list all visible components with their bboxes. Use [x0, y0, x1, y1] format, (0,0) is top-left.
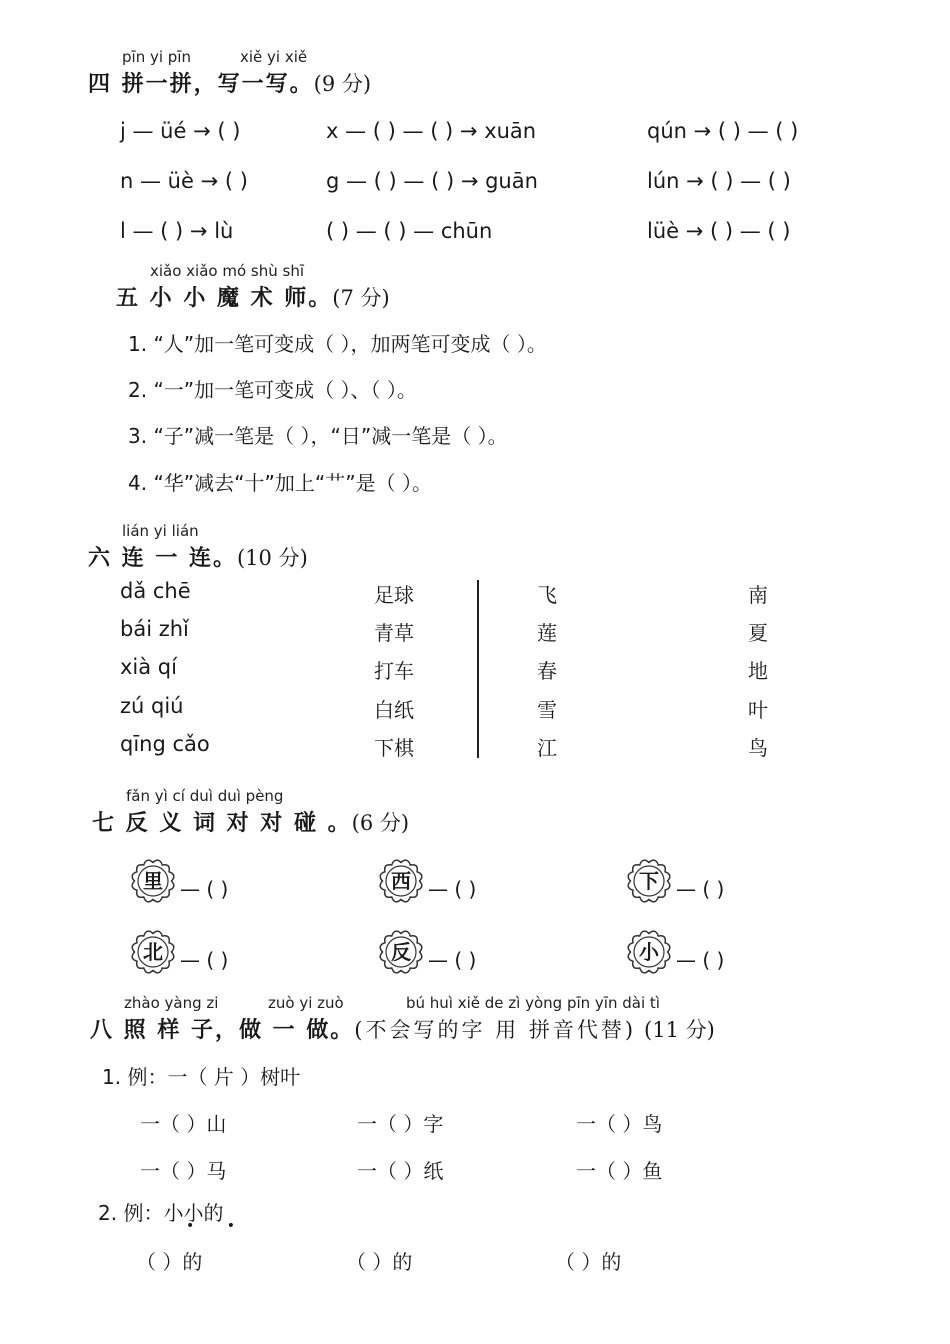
s6-char-b-5: 鸟	[748, 736, 768, 760]
s6-char-a-2: 莲	[537, 621, 557, 645]
s8-title-b: (不会写的字 用 拼音代替)	[354, 1018, 637, 1042]
s6-char-a-1: 飞	[537, 583, 557, 607]
emphasis-dots-icon: • •	[186, 1218, 249, 1234]
s6-pinyin-1: dǎ chē	[120, 579, 191, 603]
s4-r1-c2: x — ( ) — ( ) → xuān	[326, 119, 537, 143]
s4-pinyin-title-b: xiě yi xiě	[240, 48, 308, 66]
s8-pinyin-title-c: bú huì xiě de zì yòng pīn yīn dài tì	[406, 994, 660, 1012]
flower-char-3: 下	[639, 869, 659, 893]
s4-r1-c3: qún → ( ) — ( )	[647, 119, 799, 143]
s8-ex1: 1. 例：一（ 片 ）树叶	[102, 1065, 301, 1089]
s6-pinyin-3: xià qí	[120, 655, 177, 679]
s6-score: (10 分)	[236, 546, 308, 570]
flower-char-2: 西	[391, 869, 411, 893]
s7-blank-4: — ( )	[180, 948, 229, 972]
s4-score: (9 分)	[313, 72, 372, 96]
s5-title-text: 五 小 小 魔 术 师。	[116, 286, 333, 311]
s4-r2-c3: lún → ( ) — ( )	[647, 169, 791, 193]
flower-badge-6	[626, 929, 672, 975]
s4-pinyin-title-a: pīn yi pīn	[122, 48, 191, 66]
s8-ex1-r2-c1: 一（ ）马	[140, 1159, 227, 1183]
flower-badge-4	[130, 929, 176, 975]
s6-title	[88, 541, 308, 572]
s7-blank-2: — ( )	[428, 877, 477, 901]
s8-ex2-c2: （ ）的	[346, 1250, 413, 1274]
s6-word-2: 青草	[374, 621, 414, 645]
s8-title-a: 八 照 样 子，做 一 做。	[90, 1018, 355, 1043]
flower-badge-1	[130, 858, 176, 904]
s8-ex1-r1-c2: 一（ ）字	[357, 1112, 444, 1136]
s8-ex2-c3: （ ）的	[555, 1250, 622, 1274]
s6-word-3: 打车	[374, 659, 414, 683]
s6-title-text: 六 连 一 连。	[88, 546, 237, 571]
s4-title	[88, 67, 371, 98]
flower-badge-2	[378, 858, 424, 904]
s7-title	[92, 806, 409, 837]
s5-item-2: 2. “一”加一笔可变成（ ）、（ ）。	[128, 378, 417, 402]
s6-pinyin-title: lián yi lián	[122, 522, 199, 540]
s8-ex2-c1: （ ）的	[136, 1250, 203, 1274]
s4-r2-c1: n — üè → ( )	[120, 169, 248, 193]
s8-pinyin-title-a: zhào yàng zi	[124, 994, 219, 1012]
s6-char-a-5: 江	[537, 736, 557, 760]
s5-title	[116, 281, 390, 312]
s5-item-1: 1. “人”加一笔可变成（ ），加两笔可变成（ ）。	[128, 332, 547, 356]
s7-blank-1: — ( )	[180, 877, 229, 901]
s4-r3-c3: lüè → ( ) — ( )	[647, 219, 791, 243]
s7-blank-6: — ( )	[676, 948, 725, 972]
flower-char-1: 里	[143, 869, 163, 893]
flower-char-4: 北	[143, 940, 163, 964]
s4-r2-c2: g — ( ) — ( ) → guān	[326, 169, 538, 193]
s7-score: (6 分)	[351, 811, 410, 835]
s6-pinyin-5: qīng cǎo	[120, 732, 210, 756]
s4-title-text: 四 拼一拼，写一写。	[88, 72, 314, 97]
s5-pinyin-title: xiǎo xiǎo mó shù shī	[150, 262, 305, 280]
s8-ex1-r2-c3: 一（ ）鱼	[576, 1159, 663, 1183]
s6-char-b-3: 地	[748, 659, 768, 683]
s4-r3-c1: l — ( ) → lù	[120, 219, 234, 243]
s6-char-a-4: 雪	[537, 698, 557, 722]
s6-word-4: 白纸	[374, 698, 414, 722]
s8-ex1-r1-c3: 一（ ）鸟	[576, 1112, 663, 1136]
s7-pinyin-title: fǎn yì cí duì duì pèng	[126, 787, 284, 805]
s8-ex1-r1-c1: 一（ ）山	[140, 1112, 227, 1136]
s6-char-b-1: 南	[748, 583, 768, 607]
s4-r3-c2: ( ) — ( ) — chūn	[326, 219, 493, 243]
s5-item-4: 4. “华”减去“十”加上“艹”是（ ）。	[128, 471, 432, 495]
s8-title	[90, 1013, 715, 1044]
s6-word-1: 足球	[374, 583, 414, 607]
s8-ex1-r2-c2: 一（ ）纸	[357, 1159, 444, 1183]
s7-blank-5: — ( )	[428, 948, 477, 972]
s4-r1-c1: j — üé → ( )	[120, 119, 241, 143]
s5-score: (7 分)	[332, 286, 390, 310]
s8-score: (11 分)	[644, 1018, 715, 1042]
flower-badge-3	[626, 858, 672, 904]
s6-char-a-3: 春	[537, 659, 557, 683]
s6-char-b-2: 夏	[748, 621, 768, 645]
s6-pinyin-2: bái zhǐ	[120, 617, 189, 641]
s8-pinyin-title-b: zuò yi zuò	[268, 994, 344, 1012]
s7-blank-3: — ( )	[676, 877, 725, 901]
flower-char-6: 小	[639, 940, 659, 964]
s6-pinyin-4: zú qiú	[120, 694, 184, 718]
flower-badge-5	[378, 929, 424, 975]
s6-word-5: 下棋	[374, 736, 414, 760]
s6-divider-line	[477, 580, 479, 758]
s5-item-3: 3. “子”减一笔是（ ），“日”减一笔是（ ）。	[128, 424, 508, 448]
flower-char-5: 反	[391, 940, 411, 964]
s7-title-text: 七 反 义 词 对 对 碰 。	[92, 811, 352, 836]
s8-ex2: 2. 例：小小的	[98, 1201, 224, 1225]
s6-char-b-4: 叶	[748, 698, 768, 722]
